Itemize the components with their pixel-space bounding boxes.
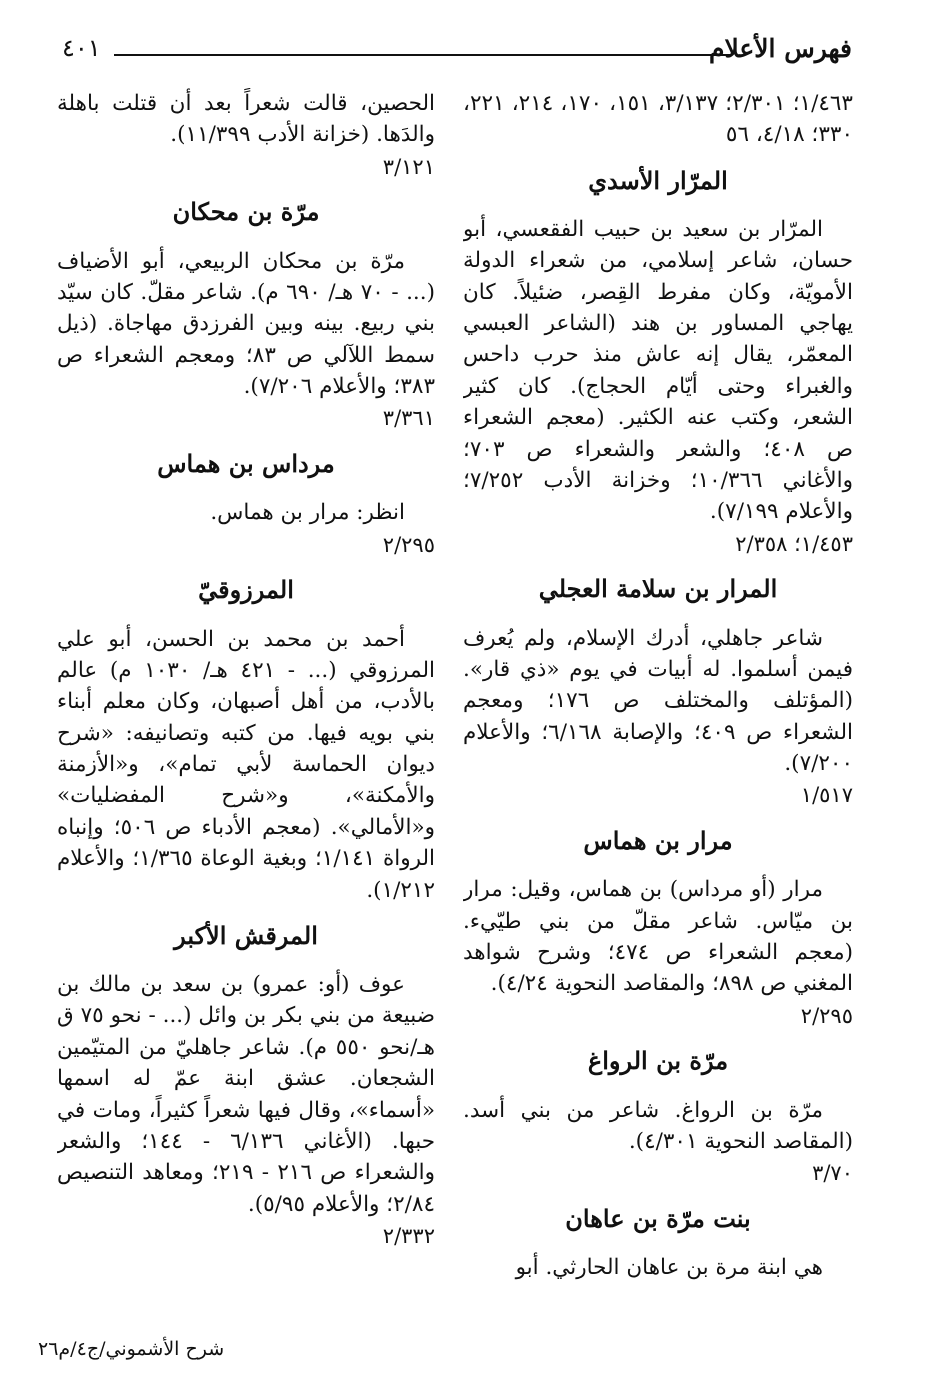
index-entry	[463, 573, 853, 811]
header-rule	[114, 54, 732, 56]
entry-heading: مرداس بن هماس	[157, 449, 335, 479]
entry-body: المرّار بن سعيد بن حبيب الفقعسي، أبو حسان، شاعر إسلامي، من شعراء الدولة الأمويّة، وكان مفرط القِصر، ضئيلاً. كان يهاجي المساور بن هند (الشاعر العبسي المعمّر، يقال إنه عاش منذ حرب داحس والغبراء وحتى أيّام الحجاج). كان كثير الشعر، وكتب عنه الكثير. (معجم الشعراء ص ٤٠٨؛ والشعر والشعراء ص ٧٠٣؛ والأغاني ١٠/٣٦٦؛ وخزانة الأدب ٧/٢٥٢؛ والأعلام ٧/١٩٩).	[463, 216, 853, 525]
entry-body: مرّة بن الرواغ. شاعر من بني أسد. (المقاصد النحوية ٤/٣٠١).	[463, 1097, 853, 1154]
entry-body: شاعر جاهلي، أدرك الإسلام، ولم يُعرف فيمن أسلموا. له أبيات في يوم «ذي قار». (المؤتلف والمختلف ص ١٧٦؛ ومعجم الشعراء ص ٤٠٩؛ والإصابة ٦/١٦٨؛ والأعلام ٧/٢٠٠).	[463, 625, 853, 777]
entry-reference: ١/٤٥٣؛ ٢/٣٥٨	[735, 531, 853, 556]
index-entry	[463, 165, 853, 560]
entry-reference: ١/٥١٧	[800, 783, 853, 808]
entry-heading: المرار بن سلامة العجلي	[538, 574, 778, 604]
index-entry	[57, 196, 435, 434]
entry-heading: المرزوقيّ	[198, 575, 294, 605]
index-entry	[463, 88, 853, 151]
entry-body: هي ابنة مرة بن عاهان الحارثي. أبو	[515, 1255, 823, 1281]
entry-body: ١/٤٦٣؛ ٢/٣٠١؛ ٣/١٣٧، ١٥١، ١٧٠، ٢١٤، ٢٢١، ٣٣٠؛ ٤/١٨، ٥٦	[463, 91, 853, 148]
entry-body: انظر: مرار بن هماس.	[210, 500, 405, 526]
right-column	[463, 88, 853, 1338]
entry-heading: مرّة بن محكان	[172, 197, 320, 227]
page-header	[62, 34, 852, 74]
index-entry	[57, 448, 435, 560]
index-entry	[57, 920, 435, 1252]
entry-heading: المرّار الأسدي	[588, 165, 728, 195]
entry-reference: ٣/٣٦١	[382, 406, 435, 431]
entry-body: مرّة بن محكان الربيعي، أبو الأضياف (... - ٧٠ هـ/ ٦٩٠ م). شاعر مقلّ. كان سيّد بني ربيع. بينه وبين الفرزدق مهاجاة. (ذيل سمط اللآلي ص ٨٣؛ ومعجم الشعراء ص ٣٨٣؛ والأعلام ٧/٢٠٦).	[57, 248, 435, 400]
entry-reference: ٣/٧٠	[812, 1161, 853, 1186]
entry-reference: ٢/٢٩٥	[800, 1003, 853, 1028]
index-entry	[463, 1203, 853, 1284]
entry-body: الحصين، قالت شعراً بعد أن قتلت باهلة والدَها. (خزانة الأدب ١١/٣٩٩).	[57, 91, 435, 148]
index-entry	[463, 825, 853, 1031]
entry-reference: ٣/١٢١	[382, 154, 435, 179]
index-entry	[57, 574, 435, 906]
entry-heading: بنت مرّة بن عاهان	[565, 1204, 751, 1233]
printer-signature: شرح الأشموني/ج٤/م٢٦	[38, 1338, 225, 1360]
entry-reference: ٢/٣٣٢	[382, 1224, 435, 1249]
entry-body: أحمد بن محمد بن الحسن، أبو علي المرزوقي (... - ٤٢١ هـ/ ١٠٣٠ م) عالم بالأدب، من أهل أصبهان، وكان معلم أبناء بني بويه فيها. من كتبه وتصانيفه: «شرح ديوان الحماسة لأبي تمام»، و«الأزمنة والأمكنة»، و«شرح المفضليات» و«الأمالي». (معجم الأدباء ص ٥٠٦؛ وإنباه الرواة ١/١٤١؛ وبغية الوعاة ١/٣٦٥؛ والأعلام ١/٢١٢).	[57, 626, 435, 903]
entry-heading: المرقش الأكبر	[174, 920, 318, 950]
entry-heading: مرّة بن الرواغ	[587, 1046, 729, 1076]
entry-body: عوف (أو: عمرو) بن سعد بن مالك بن ضبيعة من بني بكر بن وائل (... - نحو ٧٥ ق هـ/نحو ٥٥٠ م). شاعر جاهليّ من المتيّمين الشجعان. عشق ابنة عمّ له اسمها «أسماء»، وقال فيها شعراً كثيراً، ومات في حبها. (الأغاني ٦/١٣٦ - ١٤٤؛ والشعر والشعراء ص ٢١٦ - ٢١٩؛ ومعاهد التنصيص ٢/٨٤؛ والأعلام ٥/٩٥).	[57, 972, 435, 1217]
entry-body: مرار (أو مرداس) بن هماس، وقيل: مرار بن ميّاس. شاعر مقلّ من بني طيّيء. (معجم الشعراء ص ٤٧٤؛ وشرح شواهد المغني ص ٨٩٨؛ والمقاصد النحوية ٤/٢٤).	[463, 877, 853, 997]
page-number: ٤٠١	[62, 34, 101, 62]
index-entry	[57, 88, 435, 182]
entry-heading: مرار بن هماس	[583, 826, 733, 856]
left-column	[57, 88, 435, 1338]
running-title: فهرس الأعلام	[708, 34, 852, 63]
index-entry	[463, 1045, 853, 1189]
entry-reference: ٢/٢٩٥	[382, 532, 435, 557]
